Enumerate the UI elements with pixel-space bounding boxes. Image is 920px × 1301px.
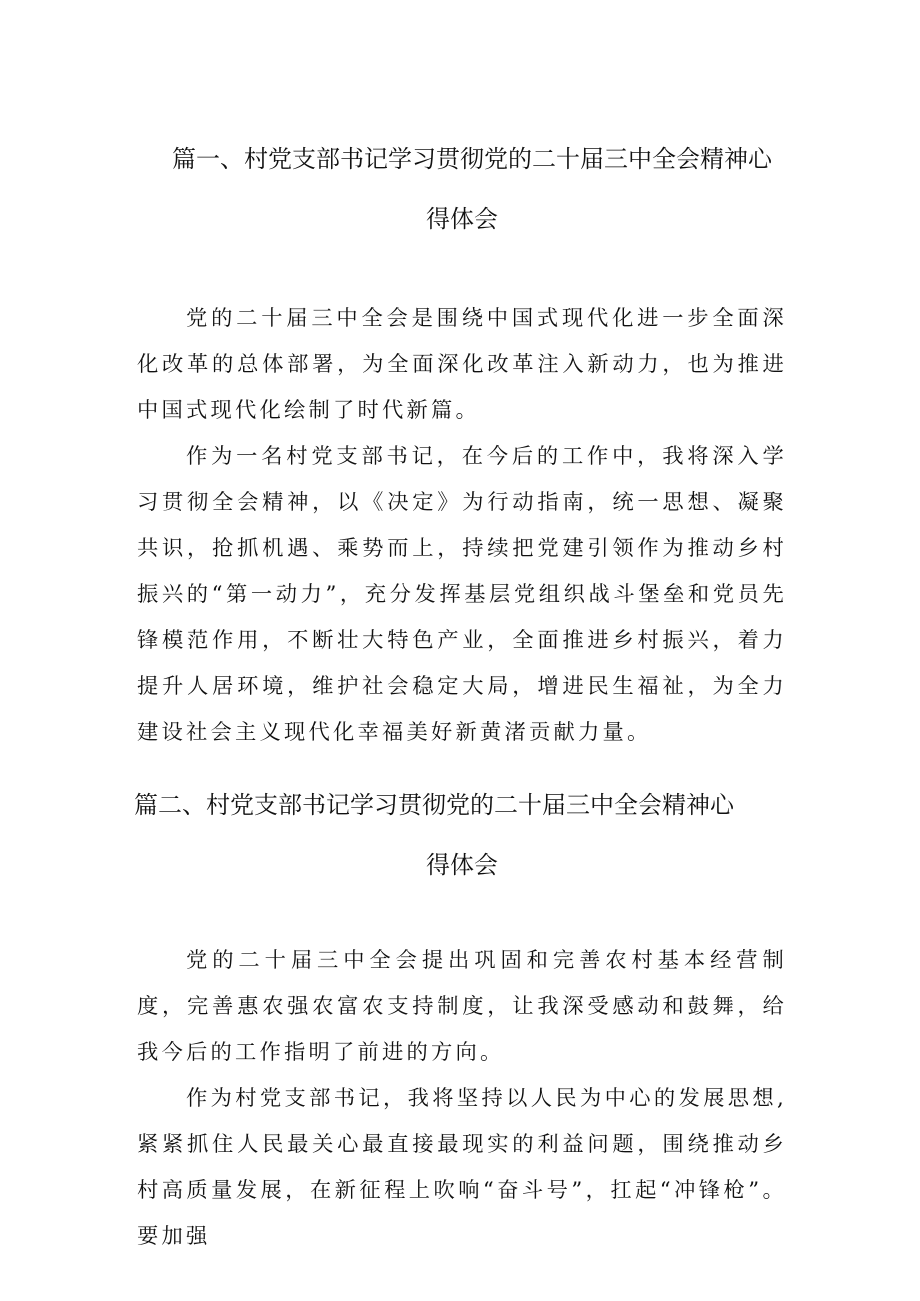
section-1-title-line-2: 得体会 [426,205,498,233]
section-2-title-line-2: 得体会 [426,851,498,879]
section-1-paragraph-2: 作为一名村党支部书记，在今后的工作中，我将深入学习贯彻全会精神，以《决定》为行动指南，统一思想、凝聚共识，抢抓机遇、乘势而上，持续把党建引领作为推动乡村振兴的“第一动力”，充分发挥基层党组织战斗堡垒和党员先锋模范作用，不断壮大特色产业，全面推进乡村振兴，着力提升人居环境，维护社会稳定大局，增进民生福祉，为全力建设社会主义现代化幸福美好新黄渚贡献力量。 [137,444,787,745]
section-2-title-line-1: 篇二、村党支部书记学习贯彻党的二十届三中全会精神心 [134,791,734,819]
section-2-paragraph-2: 作为村党支部书记，我将坚持以人民为中心的发展思想,紧紧抓住人民最关心最直接最现实的利益问题，围绕推动乡村高质量发展，在新征程上吹响“奋斗号”，扛起“冲锋枪”。要加强 [137,1086,787,1249]
section-1-paragraph-1: 党的二十届三中全会是围绕中国式现代化进一步全面深化改革的总体部署，为全面深化改革注入新动力，也为推进中国式现代化绘制了时代新篇。 [137,306,787,423]
section-1-title-line-1: 篇一、村党支部书记学习贯彻党的二十届三中全会精神心 [172,145,772,173]
section-2-paragraph-1: 党的二十届三中全会提出巩固和完善农村基本经营制度，完善惠农强农富农支持制度，让我深受感动和鼓舞，给我今后的工作指明了前进的方向。 [137,948,787,1065]
